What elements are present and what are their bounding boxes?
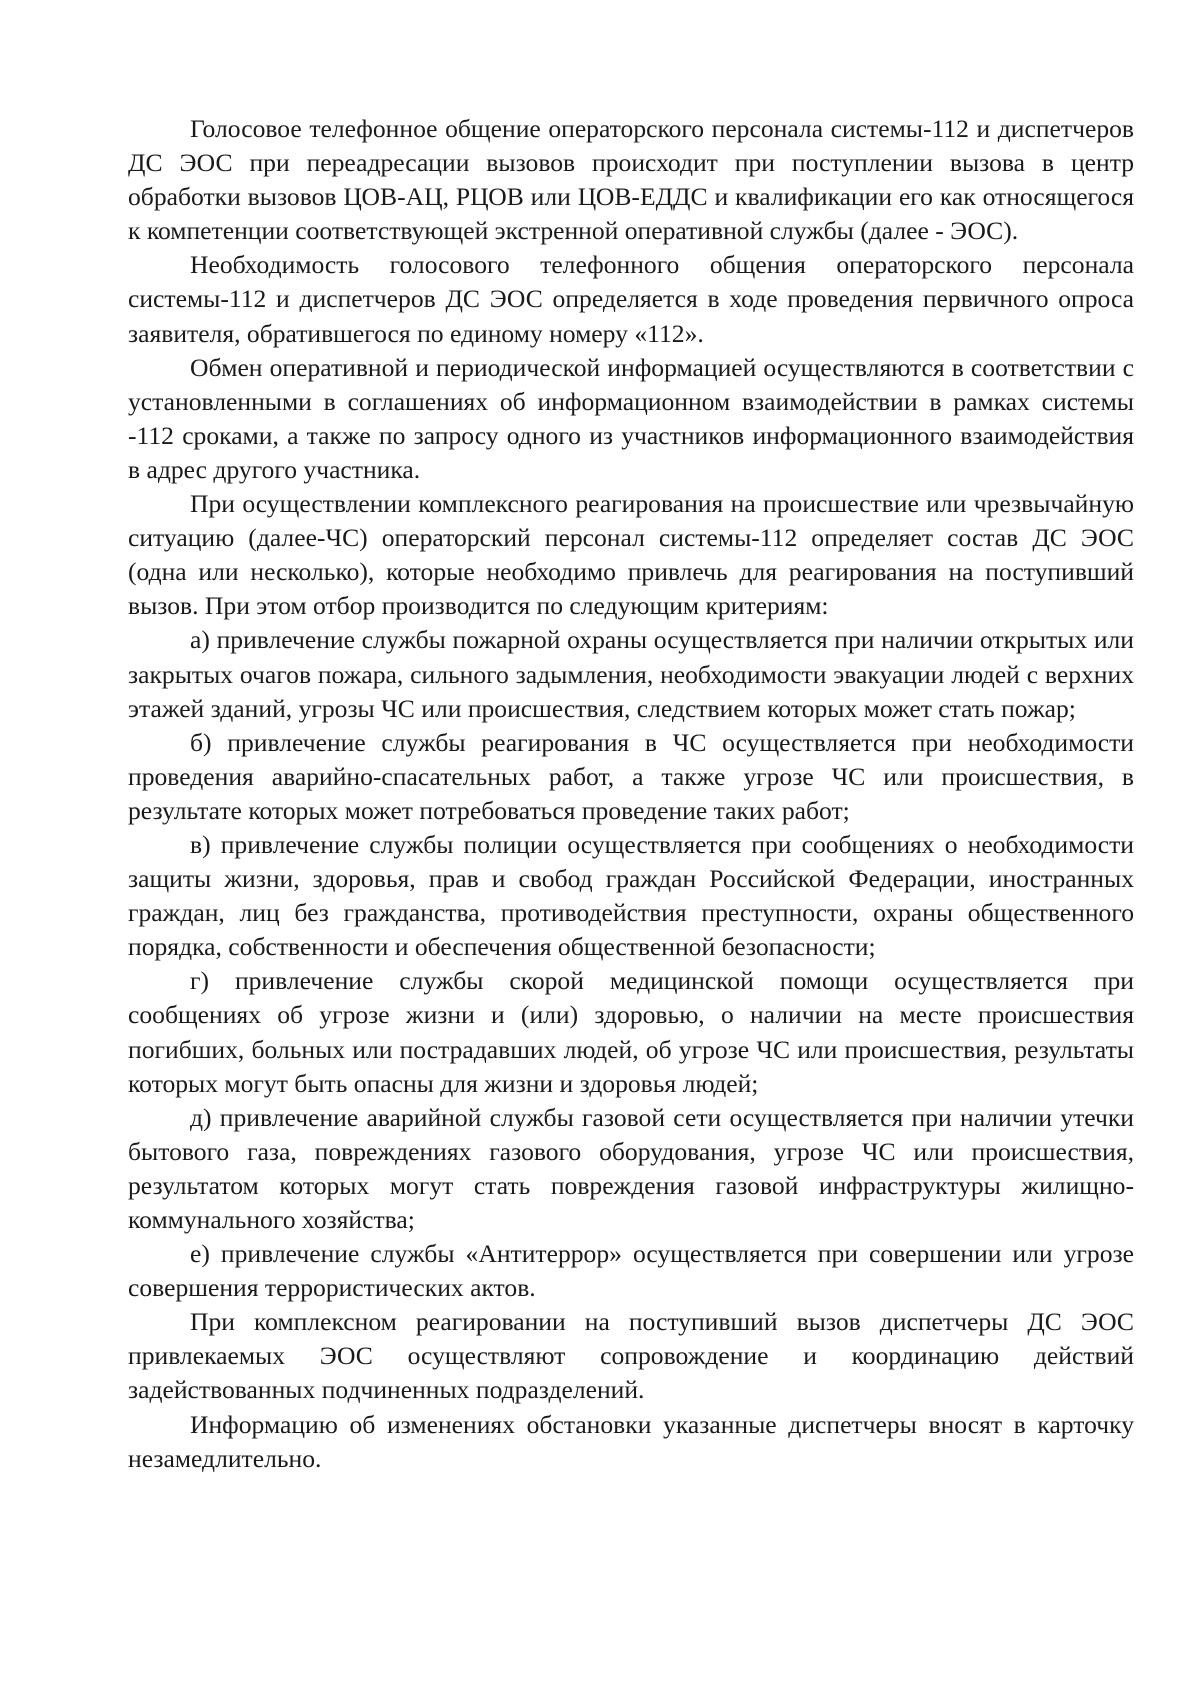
list-item-emergency-service: б) привлечение службы реагирования в ЧС осуществляется при необходимости проведения аварийно-спасательных работ, а также угрозе ЧС или происшествия, в результате которых может потребоваться проведение таких работ; <box>128 727 1134 825</box>
list-item-ambulance-service: г) привлечение службы скорой медицинской помощи осуществляется при сообщениях об угрозе жизни и (или) здоровью, о наличии на месте происшествия погибших, больных или пострадавших людей, об угрозе ЧС или происшествия, результаты которых могут быть опасны для жизни и здоровья людей; <box>128 966 1134 1098</box>
list-item-police-service: в) привлечение службы полиции осуществляется при сообщениях о необходимости защиты жизни, здоровья, прав и свобод граждан Российской Федерации, иностранных граждан, лиц без гражданства, противодействия преступности, охраны общественного порядка, собственности и обеспечения общественной безопасности; <box>128 829 1134 962</box>
list-item-antiterror-service: е) привлечение службы «Антитеррор» осуществляется при совершении или угрозе совершения террористических актов. <box>128 1239 1134 1303</box>
paragraph-situation-updates: Информацию об изменениях обстановки указанные диспетчеры вносят в карточку незамедлительно. <box>128 1409 1134 1473</box>
paragraph-information-exchange: Обмен оперативной и периодической информацией осуществляются в соответствии с установленными в соглашениях об информационном взаимодействии в рамках системы -112 сроками, а также по запросу одного из участников информационного взаимодействия в адрес другого участника. <box>128 352 1134 484</box>
paragraph-necessity: Необходимость голосового телефонного общения операторского персонала системы-112 и диспетчеров ДС ЭОС определяется в ходе проведения первичного опроса заявителя, обратившегося по единому номеру «112». <box>128 250 1134 348</box>
paragraph-dispatchers-support: При комплексном реагировании на поступивший вызов диспетчеры ДС ЭОС привлекаемых ЭОС осуществляют сопровождение и координацию действий задействованных подчиненных подразделений. <box>128 1307 1134 1405</box>
paragraph-complex-response: При осуществлении комплексного реагирования на происшествие или чрезвычайную ситуацию (далее-ЧС) операторский персонал системы-112 определяет состав ДС ЭОС (одна или несколько), которые необходимо привлечь для реагирования на поступивший вызов. При этом отбор производится по следующим критериям: <box>128 489 1134 621</box>
list-item-fire-service: а) привлечение службы пожарной охраны осуществляется при наличии открытых или закрытых очагов пожара, сильного задымления, необходимости эвакуации людей с верхних этажей зданий, угрозы ЧС или происшествия, следствием которых может стать пожар; <box>128 625 1134 723</box>
paragraph-voice-communication: Голосовое телефонное общение операторского персонала системы-112 и диспетчеров ДС ЭОС при переадресации вызовов происходит при поступлении вызова в центр обработки вызовов ЦОВ-АЦ, РЦОВ или ЦОВ-ЕДДС и квалификации его как относящегося к компетенции соответствующей экстренной оперативной службы (далее - ЭОС). <box>128 114 1134 246</box>
document-body <box>128 112 1134 1476</box>
list-item-gas-service: д) привлечение аварийной службы газовой сети осуществляется при наличии утечки бытового газа, повреждениях газового оборудования, угрозе ЧС или происшествия, результатом которых могут стать повреждения газовой инфраструктуры жилищно-коммунального хозяйства; <box>128 1102 1134 1234</box>
